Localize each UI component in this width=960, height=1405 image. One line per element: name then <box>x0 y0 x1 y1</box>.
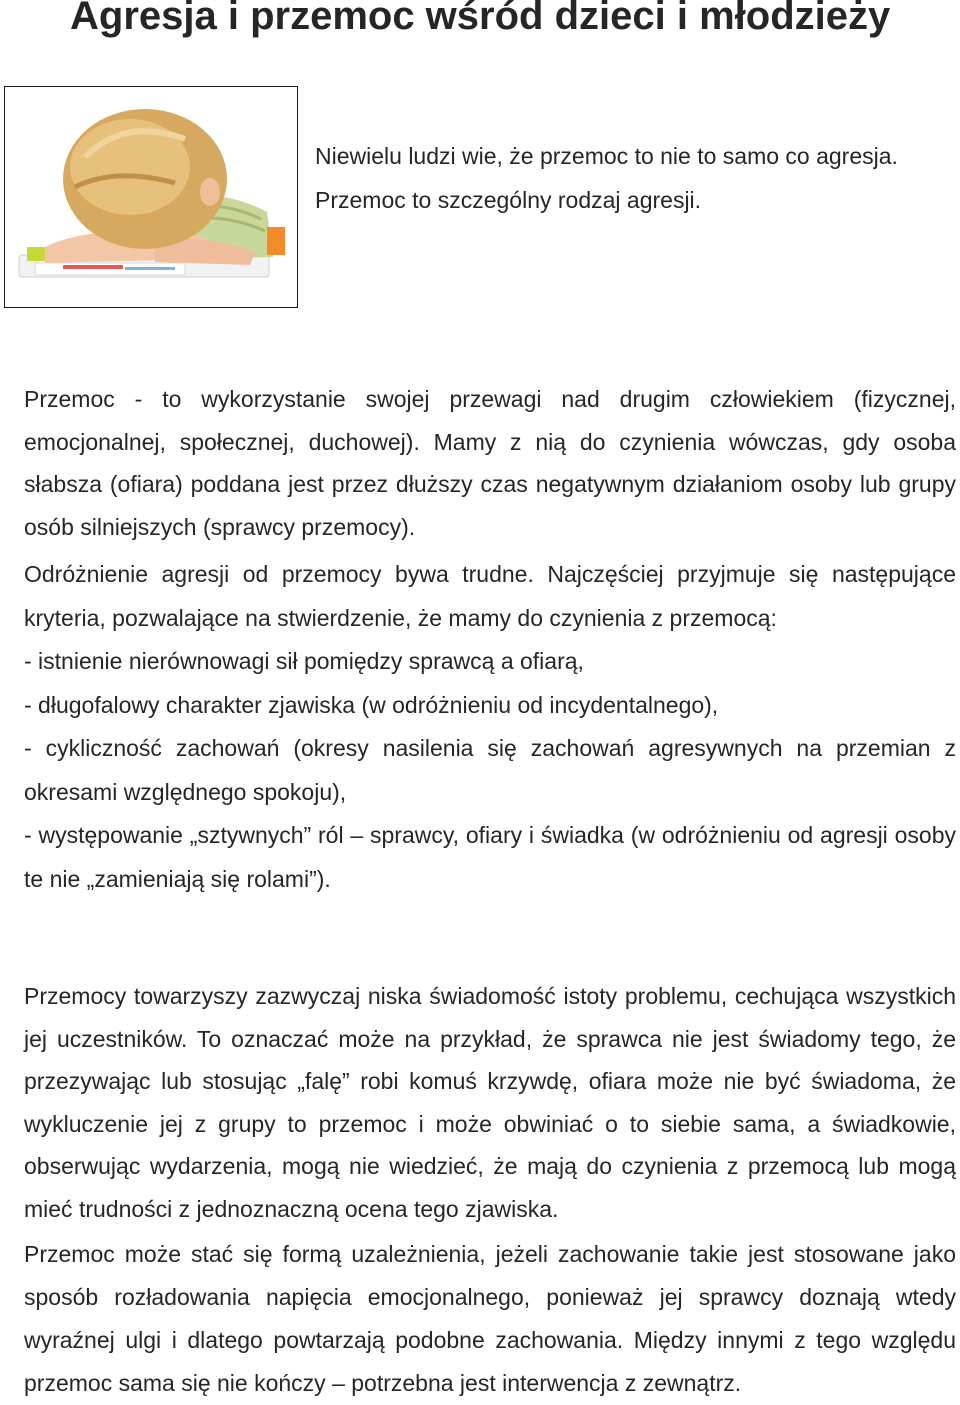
intro-line: Niewielu ludzi wie, że przemoc to nie to samo co agresja. <box>315 143 898 169</box>
intro-line: Przemoc to szczególny rodzaj agresji. <box>315 187 702 213</box>
criteria-section <box>24 553 956 901</box>
definition-paragraph: Przemoc - to wykorzystanie swojej przewagi nad drugim człowiekiem (fizycznej, emocjonalnej, społecznej, duchowej). Mamy z nią do czynienia wówczas, gdy osoba słabsza (ofiara) poddana jest przez dłuższy czas negatywnym działaniom osoby lub grupy osób silniejszych (sprawcy przemocy). <box>24 386 956 541</box>
child-photo <box>4 86 298 308</box>
page-title: Agresja i przemoc wśród dzieci i młodzieży <box>70 0 891 38</box>
criteria-item: - istnienie nierównowagi sił pomiędzy sprawcą a ofiarą, <box>24 648 584 674</box>
criteria-item: - występowanie „sztywnych” ról – sprawcy, ofiary i świadka (w odróżnieniu od agresji osoby te nie „zamieniają się rolami”). <box>24 822 956 892</box>
criteria-item: - cykliczność zachowań (okresy nasilenia się zachowań agresywnych na przemian z okresami względnego spokoju), <box>24 735 956 805</box>
child-sleeping-on-desk-photo-icon <box>5 87 297 307</box>
addiction-paragraph: Przemoc może stać się formą uzależnienia, jeżeli zachowanie takie jest stosowane jako sposób rozładowania napięcia emocjonalnego, ponieważ jej sprawcy doznają wtedy wyraźnej ulgi i dlatego powtarzają podobne zachowania. Między innymi z tego względu przemoc sama się nie kończy – potrzebna jest interwencja z zewnątrz. <box>24 1241 956 1396</box>
criteria-intro: Odróżnienie agresji od przemocy bywa trudne. Najczęściej przyjmuje się następujące kryteria, pozwalające na stwierdzenie, że mamy do czynienia z przemocą: <box>24 561 956 631</box>
criteria-item: - długofalowy charakter zjawiska (w odróżnieniu od incydentalnego), <box>24 691 719 718</box>
intro <box>315 134 898 222</box>
awareness-paragraph: Przemocy towarzyszy zazwyczaj niska świadomość istoty problemu, cechująca wszystkich jej uczestników. To oznaczać może na przykład, że sprawca nie jest świadomy tego, że przezywając lub stosując „falę” robi komuś krzywdę, ofiara może nie być świadoma, że wykluczenie jej z grupy to przemoc i może obwiniać o to siebie sama, a świadkowie, obserwując wydarzenia, mogą nie wiedzieć, że mają do czynienia z przemocą lub mogą mieć trudności z jednoznaczną ocena tego zjawiska. <box>24 983 956 1222</box>
